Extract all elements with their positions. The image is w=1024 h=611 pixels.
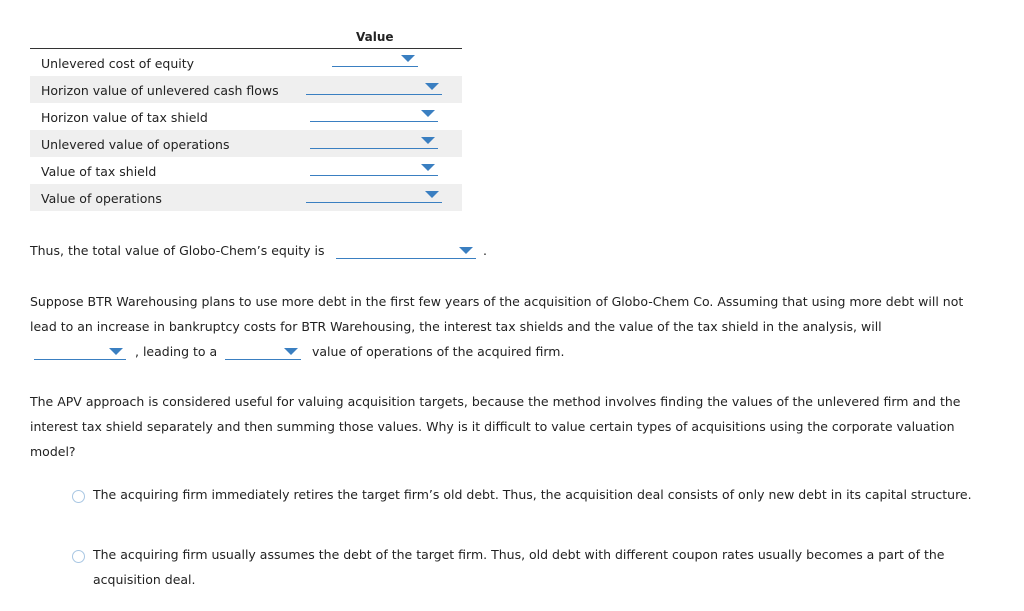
value-of-operations-dropdown[interactable] <box>306 186 442 203</box>
row-label: Value of tax shield <box>41 164 157 179</box>
table-row <box>30 130 462 157</box>
row-label: Unlevered value of operations <box>41 137 230 152</box>
table-row <box>30 76 462 103</box>
horizon-value-tax-shield-dropdown[interactable] <box>310 105 438 122</box>
debt-question-end: value of operations of the acquired firm. <box>312 344 565 359</box>
tax-shield-change-dropdown[interactable] <box>34 343 126 360</box>
value-of-operations-change-dropdown[interactable] <box>225 343 301 360</box>
apv-question-line2: interest tax shield separately and then summing those values. Why is it difficult to value certain types of acquisitions using the corporate valuation <box>30 419 955 434</box>
apv-question-line3: model? <box>30 444 76 459</box>
table-row <box>30 184 462 211</box>
table-row <box>30 157 462 184</box>
total-equity-dropdown[interactable] <box>336 242 476 259</box>
chevron-down-icon <box>421 164 435 171</box>
table-row <box>30 49 462 76</box>
chevron-down-icon <box>109 348 123 355</box>
chevron-down-icon <box>421 110 435 117</box>
unlevered-value-of-operations-dropdown[interactable] <box>310 132 438 149</box>
table-row <box>30 103 462 130</box>
chevron-down-icon <box>425 83 439 90</box>
apv-question-line1: The APV approach is considered useful for valuing acquisition targets, because the method involves finding the values of the unlevered firm and the <box>30 394 961 409</box>
chevron-down-icon <box>421 137 435 144</box>
answer-option[interactable] <box>72 488 972 538</box>
value-column-header: Value <box>356 30 394 44</box>
row-label: Horizon value of unlevered cash flows <box>41 83 279 98</box>
horizon-value-unlevered-cf-dropdown[interactable] <box>306 78 442 95</box>
equity-prompt: Thus, the total value of Globo-Chem’s equity is <box>30 243 325 258</box>
value-of-tax-shield-dropdown[interactable] <box>310 159 438 176</box>
radio-button[interactable] <box>72 550 85 563</box>
radio-button[interactable] <box>72 490 85 503</box>
row-label: Value of operations <box>41 191 162 206</box>
chevron-down-icon <box>425 191 439 198</box>
debt-question-line1: Suppose BTR Warehousing plans to use more debt in the first few years of the acquisition of Globo-Chem Co. Assuming that using more debt will not <box>30 294 964 309</box>
chevron-down-icon <box>284 348 298 355</box>
chevron-down-icon <box>401 55 415 62</box>
debt-question-line2: lead to an increase in bankruptcy costs for BTR Warehousing, the interest tax shields and the value of the tax shield in the analysis, will <box>30 319 882 334</box>
option-text: The acquiring firm immediately retires the target firm’s old debt. Thus, the acquisition deal consists of only new debt in its capital structure. <box>93 487 972 502</box>
row-label: Horizon value of tax shield <box>41 110 208 125</box>
option-text: The acquiring firm usually assumes the debt of the target firm. Thus, old debt with different coupon rates usually becomes a part of the acquisition deal. <box>93 547 945 587</box>
row-label: Unlevered cost of equity <box>41 56 195 71</box>
table-header <box>30 28 462 49</box>
chevron-down-icon <box>459 247 473 254</box>
debt-question-middle: , leading to a <box>135 344 218 359</box>
unlevered-cost-of-equity-dropdown[interactable] <box>332 50 418 67</box>
equity-period: . <box>483 243 487 258</box>
answer-option[interactable] <box>72 548 972 598</box>
valuation-table <box>30 28 462 211</box>
